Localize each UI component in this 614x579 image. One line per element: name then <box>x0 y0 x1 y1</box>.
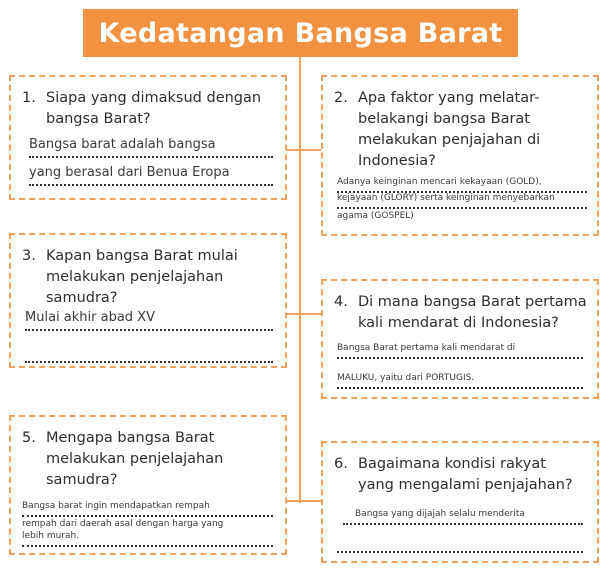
answer-line: Adanya keinginan mencari kekayaan (GOLD), <box>337 171 587 193</box>
question-number: 3. <box>22 248 36 264</box>
answer-line: Mulai akhir abad XV <box>25 303 273 331</box>
question-number: 2. <box>334 90 348 106</box>
connector-card-2 <box>300 149 322 151</box>
page-title: Kedatangan Bangsa Barat <box>83 9 518 57</box>
question-2 <box>334 88 594 172</box>
question-text: Siapa yang dimaksud dengan bangsa Barat? <box>46 90 262 127</box>
question-card-1 <box>9 75 287 200</box>
question-number: 4. <box>334 294 348 310</box>
answer-line: agama (GOSPEL) <box>337 211 414 221</box>
answer-line <box>337 529 583 553</box>
question-card-3 <box>9 233 287 368</box>
answer-line: yang berasal dari Benua Eropa <box>29 158 273 186</box>
question-4 <box>334 292 596 334</box>
question-text: Apa faktor yang melatar- belakangi bangsa Barat melakukan penjajahan di Indonesia? <box>358 90 541 169</box>
connector-card-4 <box>300 313 322 315</box>
answer-line: Bangsa yang dijajah selalu menderita <box>343 501 583 525</box>
question-card-2 <box>321 75 599 236</box>
question-number: 6. <box>334 456 348 472</box>
question-text: Kapan bangsa Barat mulai melakukan penjelajahan samudra? <box>46 248 238 306</box>
connector-card-6 <box>300 500 322 502</box>
question-number: 5. <box>22 430 36 446</box>
question-text: Di mana bangsa Barat pertama kali mendarat di Indonesia? <box>358 294 587 331</box>
question-text: Mengapa bangsa Barat melakukan penjelajahan samudra? <box>46 430 224 488</box>
connector-card-3 <box>286 313 300 315</box>
question-card-6 <box>321 441 599 563</box>
question-number: 1. <box>22 90 36 106</box>
question-card-4 <box>321 279 599 399</box>
question-text: Bagaimana kondisi rakyat yang mengalami penjajahan? <box>358 456 573 493</box>
question-3 <box>22 246 282 309</box>
question-1 <box>22 88 282 130</box>
answer-line: Bangsa barat ingin mendapatkan rempah <box>22 491 273 517</box>
connector-card-1 <box>286 149 300 151</box>
connector-card-5 <box>286 500 300 502</box>
vertical-connector <box>299 57 301 503</box>
answer-line <box>25 335 273 363</box>
answer-line: rempah dari daerah asal dengan harga yang <box>22 519 224 529</box>
answer-line: Bangsa barat adalah bangsa <box>29 130 273 158</box>
answer-line: MALUKU, yaitu dari PORTUGIS. <box>337 359 583 389</box>
question-card-5 <box>9 415 287 555</box>
answer-line: kejayaan (GLORY) serta keinginan menyebarkan <box>337 193 587 209</box>
answer-line: lebih murah. <box>22 531 273 547</box>
question-5 <box>22 428 282 491</box>
question-6 <box>334 454 596 496</box>
answer-line: Bangsa Barat pertama kali mendarat di <box>337 337 583 359</box>
